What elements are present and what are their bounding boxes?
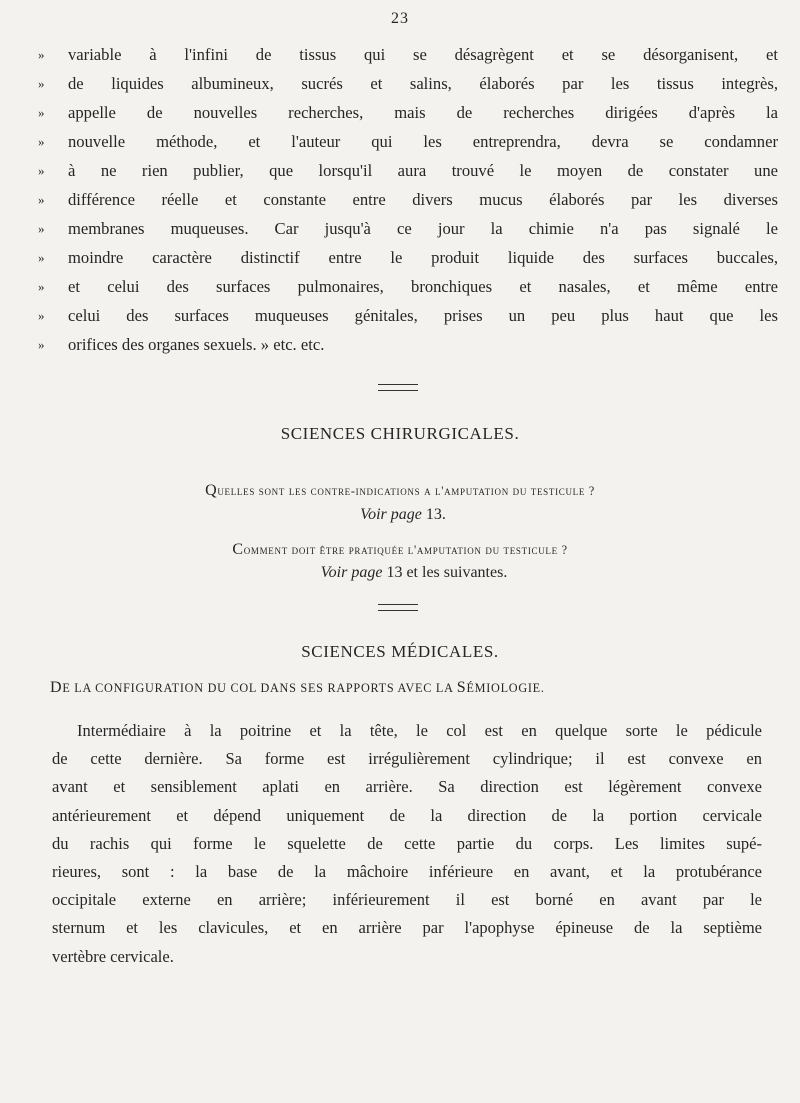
paragraph-line: Intermédiaire à la poitrine et la tête, le col est en quelque sorte le pédicule [77, 721, 762, 740]
quote-mark: » [38, 221, 45, 236]
quote-line [38, 40, 778, 69]
medical-sciences-title: SCIENCES MÉDICALES. [301, 642, 499, 661]
quote-line [38, 156, 778, 185]
paragraph-line: occipitale externe en arrière; inférieurement il est borné en avant par le [52, 890, 762, 910]
medical-paragraph [52, 717, 762, 971]
quoted-passage [38, 40, 778, 359]
quote-line-text: de liquides albumineux, sucrés et salins, élaborés par les tissus integrès, [68, 74, 778, 93]
quote-mark: » [38, 192, 45, 207]
quote-line-text: nouvelle méthode, et l'auteur qui les entreprendra, devra se condamner [68, 132, 778, 151]
question-text: omment doit être pratiquée l'amputation du testicule ? [243, 543, 568, 557]
quote-line [38, 214, 778, 243]
paragraph-line: avant et sensiblement aplati en arrière. Sa direction est légèrement convexe [52, 777, 762, 797]
paragraph-line: vertèbre cervicale. [52, 946, 174, 966]
quote-line-text: à ne rien publier, que lorsqu'il aura trouvé le moyen de constater une [68, 161, 778, 180]
quote-line-text: différence réelle et constante entre divers mucus élaborés par les diverses [68, 190, 778, 209]
quote-line [38, 98, 778, 127]
question-text: uelles sont les contre-indications a l'amputation du testicule ? [217, 484, 595, 498]
paragraph-line: sternum et les clavicules, et en arrière par l'apophyse épineuse de la septième [52, 918, 762, 938]
quote-line-text: celui des surfaces muqueuses génitales, prises un peu plus haut que les [68, 306, 778, 325]
section-divider [378, 384, 418, 391]
drop-letter: Q [205, 482, 218, 499]
reference-page: 13. [425, 506, 446, 523]
paragraph-line: rieures, sont : la base de la mâchoire inférieure en avant, et la protubérance [52, 861, 762, 881]
quote-mark: » [38, 308, 45, 323]
quote-line-text: et celui des surfaces pulmonaires, bronchiques et nasales, et même entre [68, 277, 778, 296]
page-number: 23 [391, 10, 409, 27]
quote-mark: » [38, 134, 45, 149]
reference-prefix: Voir page [320, 564, 383, 581]
quote-line-text: moindre caractère distinctif entre le produit liquide des surfaces buccales, [68, 248, 778, 267]
quote-mark: » [38, 47, 45, 62]
quote-mark: » [38, 279, 45, 294]
quote-line-text: appelle de nouvelles recherches, mais de recherches dirigées d'après la [68, 103, 778, 122]
section-divider [378, 604, 418, 611]
paragraph-line: antérieurement et dépend uniquement de la direction de la portion cervicale [52, 805, 762, 825]
heading-text: E LA CONFIGURATION DU COL DANS SES RAPPORTS AVEC LA [62, 681, 457, 695]
quote-line [38, 185, 778, 214]
quote-mark: » [38, 337, 45, 352]
drop-letter: D [50, 679, 63, 696]
quote-line [38, 243, 778, 272]
page-reference-2 [0, 564, 800, 582]
paragraph-line: du rachis qui forme le squelette de cette partie du corps. Les limites supé- [52, 833, 762, 853]
quote-line-text: variable à l'infini de tissus qui se désagrègent et se désorganisent, et [68, 45, 778, 64]
page-reference-1 [0, 506, 800, 524]
surgical-question-2 [0, 541, 800, 559]
quote-mark: » [38, 76, 45, 91]
reference-page: 13 et les suivantes. [386, 564, 508, 581]
quote-line-text: orifices des organes sexuels. » etc. etc. [68, 335, 325, 354]
heading-text: ÉMIOLOGIE. [466, 681, 545, 695]
quote-line-text: membranes muqueuses. Car jusqu'à ce jour la chimie n'a pas signalé le [68, 219, 778, 238]
quote-mark: » [38, 105, 45, 120]
medical-subject-heading [50, 679, 764, 697]
quote-line [38, 272, 778, 301]
reference-prefix: Voir page [360, 506, 422, 523]
quote-line [38, 330, 778, 359]
surgical-sciences-title: SCIENCES CHIRURGICALES. [280, 424, 520, 443]
quote-line [38, 127, 778, 156]
paragraph-line: de cette dernière. Sa forme est irrégulièrement cylindrique; il est convexe en [52, 749, 762, 769]
quote-mark: » [38, 163, 45, 178]
drop-letter: S [456, 679, 467, 696]
quote-mark: » [38, 250, 45, 265]
surgical-question-1 [0, 482, 800, 500]
drop-letter: C [232, 541, 244, 558]
quote-line [38, 69, 778, 98]
quote-line [38, 301, 778, 330]
